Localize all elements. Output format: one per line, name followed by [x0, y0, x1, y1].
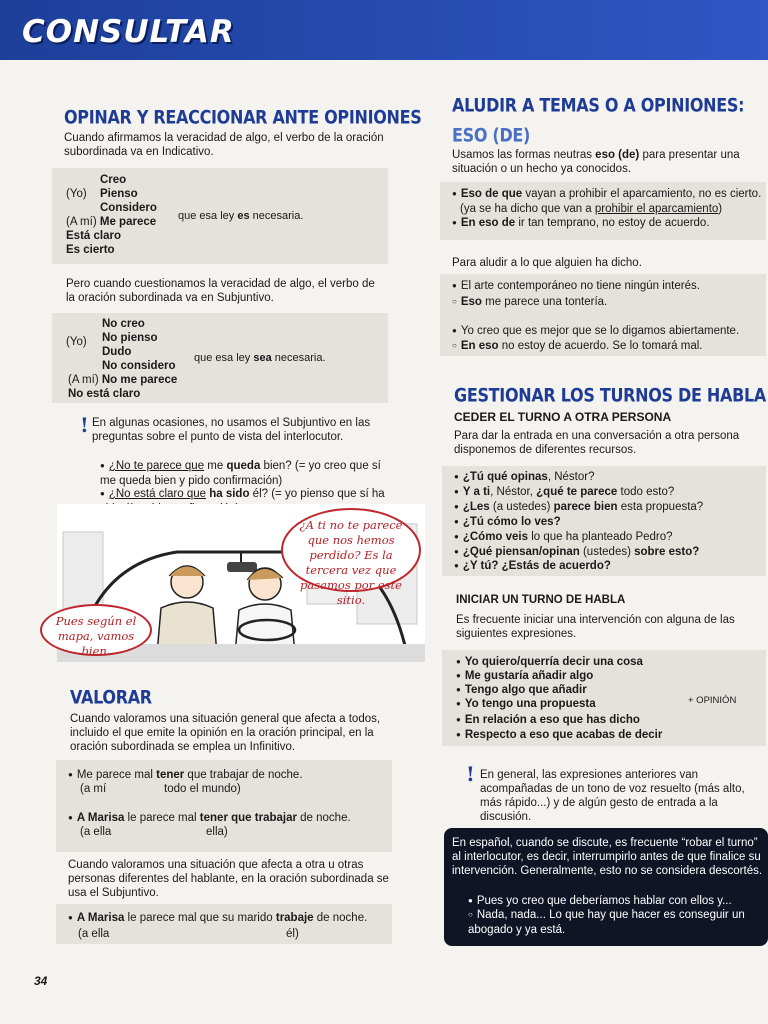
aludir-intro: Usamos las formas neutras eso (de) para presentar una situación o un hecho ya conocidos.	[452, 149, 740, 175]
ceder-item-7: ● ¿Y tú? ¿Estás de acuerdo?	[454, 559, 764, 574]
ceder-item-4: ● ¿Tú cómo lo ves?	[454, 515, 764, 530]
dudo: Dudo	[102, 346, 132, 358]
ceder-title: CEDER EL TURNO A OTRA PERSONA	[454, 410, 672, 424]
opinar-title: OPINAR Y REACCIONAR ANTE OPINIONES	[64, 106, 422, 128]
note-exclamation-icon: !	[80, 413, 89, 437]
ceder-intro: Para dar la entrada en una conversación a otra persona disponemos de diferentes recursos.	[454, 430, 740, 456]
considero: Considero	[100, 202, 157, 214]
clause-indicativo: que esa ley es necesaria.	[178, 210, 304, 222]
aludir-middle: Para aludir a lo que alguien ha dicho.	[452, 257, 642, 269]
valorar-note-2b: ella)	[206, 826, 228, 838]
aludir-example-2: ● En eso de ir tan temprano, no estoy de acuerdo.	[452, 216, 764, 231]
yo-label: (Yo)	[66, 188, 87, 200]
pienso: Pienso	[100, 188, 138, 200]
dark-text: En español, cuando se discute, es frecuente “robar el turno” al interlocutor, es decir, interrumpirlo antes de que finalice su intervención. Generalmente, esto no se considera descortés.	[452, 837, 763, 877]
valorar-example-3: ● A Marisa le parece mal que su marido trabaje de noche.	[68, 911, 388, 926]
valorar-note-3a: (a ella	[78, 928, 110, 940]
es-cierto: Es cierto	[66, 244, 115, 256]
opinar-example-1: ● ¿No te parece que me queda bien? (= yo creo que sí me queda bien y pido confirmación)	[100, 459, 386, 488]
valorar-intro: Cuando valoramos una situación general que afecta a todos, incluido el que emite la opinión en la oración principal, en la oración subordinada se emplea un Infinitivo.	[70, 713, 381, 753]
aludir-example-1: ● Eso de que vayan a prohibir el aparcamiento, no es cierto.	[452, 187, 764, 202]
aludir-example-3: ● El arte contemporáneo no tiene ningún interés.	[452, 279, 764, 294]
page-number: 34	[34, 974, 48, 988]
no-creo: No creo	[102, 318, 145, 330]
iniciar-item-5: ● En relación a eso que has dicho	[456, 713, 756, 728]
opinar-note: En algunas ocasiones, no usamos el Subjuntivo en las preguntas sobre el punto de vista del interlocutor.	[92, 417, 371, 443]
iniciar-title: INICIAR UN TURNO DE HABLA	[456, 594, 626, 606]
header-banner	[0, 0, 768, 60]
iniciar-item-3: ● Tengo algo que añadir	[456, 683, 756, 698]
aludir-example-6: ○ En eso no estoy de acuerdo. Se lo tomará mal.	[452, 339, 764, 354]
iniciar-item-6: ● Respecto a eso que acabas de decir	[456, 728, 756, 743]
yo-label-2: (Yo)	[66, 336, 87, 348]
aludir-subtitle: ESO (DE)	[452, 124, 531, 146]
valorar-note-1a: (a mí	[80, 783, 107, 795]
turnos-note-exclamation-icon: !	[466, 762, 475, 786]
ceder-item-6: ● ¿Qué piensan/opinan (ustedes) sobre esto?	[454, 545, 764, 560]
speech-bubble-left: Pues según el mapa, vamos bien.	[40, 604, 152, 656]
turnos-title: GESTIONAR LOS TURNOS DE HABLA	[454, 384, 766, 406]
creo: Creo	[100, 174, 127, 186]
valorar-note-2a: (a ella	[80, 826, 112, 838]
opinion-tag: + OPINIÓN	[688, 695, 737, 706]
clause-subjuntivo: que esa ley sea necesaria.	[194, 352, 326, 364]
iniciar-intro: Es frecuente iniciar una intervención con alguna de las siguientes expresiones.	[456, 614, 735, 640]
valorar-note-1b: todo el mundo)	[164, 783, 241, 795]
ceder-item-1: ● ¿Tú qué opinas, Néstor?	[454, 470, 764, 485]
dark-callout	[444, 828, 768, 946]
esta-claro: Está claro	[66, 230, 121, 242]
speech-bubble-right: ¿A ti no te parece que nos hemos perdido? Es la tercera vez que pasamos por este sitio.	[281, 508, 421, 592]
valorar-middle: Cuando valoramos una situación que afecta a otra u otras personas diferentes del hablante, en la oración subordinada se usa el Subjuntivo.	[68, 859, 389, 899]
no-considero: No considero	[102, 360, 176, 372]
aludir-example-5: ● Yo creo que es mejor que se lo digamos abiertamente.	[452, 324, 764, 339]
valorar-note-3b: él)	[286, 928, 299, 940]
aludir-title: ALUDIR A TEMAS O A OPINIONES:	[452, 94, 745, 116]
dark-example-2: ○ Nada, nada... Lo que hay que hacer es conseguir un abogado y ya está.	[468, 908, 764, 937]
opinar-example-2: ● ¿No está claro que ha sido él? (= yo pienso que sí ha	[100, 487, 386, 516]
valorar-example-2: ● A Marisa le parece mal tener que trabajar de noche.	[68, 811, 388, 826]
turnos-note: En general, las expresiones anteriores van acompañadas de un tono de voz resuelto (más alto, más rápido...) y de algún gesto de entrada a la discusión.	[480, 769, 745, 823]
a-mi-label: (A mí) Me parece	[66, 216, 157, 228]
a-mi-label-2: (A mí) No me parece	[68, 374, 178, 386]
no-esta-claro: No está claro	[68, 388, 141, 400]
opinar-middle: Pero cuando cuestionamos la veracidad de algo, el verbo de la oración subordinada va en Subjuntivo.	[66, 278, 375, 304]
ceder-item-3: ● ¿Les (a ustedes) parece bien esta propuesta?	[454, 500, 764, 515]
iniciar-item-1: ● Yo quiero/querría decir una cosa	[456, 655, 756, 670]
iniciar-item-4: ● Yo tengo una propuesta	[456, 697, 756, 712]
no-pienso: No pienso	[102, 332, 158, 344]
iniciar-item-2: ● Me gustaría añadir algo	[456, 669, 756, 684]
dark-example-1: ● Pues yo creo que deberíamos hablar con ellos y...	[468, 894, 764, 909]
valorar-example-1: ● Me parece mal tener que trabajar de noche.	[68, 768, 388, 783]
opinar-intro: Cuando afirmamos la veracidad de algo, el verbo de la oración subordinada va en Indicativo.	[64, 132, 384, 158]
ceder-item-5: ● ¿Cómo veis lo que ha planteado Pedro?	[454, 530, 764, 545]
aludir-example-4: ○ Eso me parece una tontería.	[452, 295, 764, 310]
valorar-title: VALORAR	[70, 686, 152, 708]
header-title: CONSULTAR	[22, 14, 235, 50]
aludir-example-1-note: (ya se ha dicho que van a prohibir el aparcamiento)	[460, 203, 723, 215]
ceder-item-2: ● Y a ti, Néstor, ¿qué te parece todo esto?	[454, 485, 764, 500]
